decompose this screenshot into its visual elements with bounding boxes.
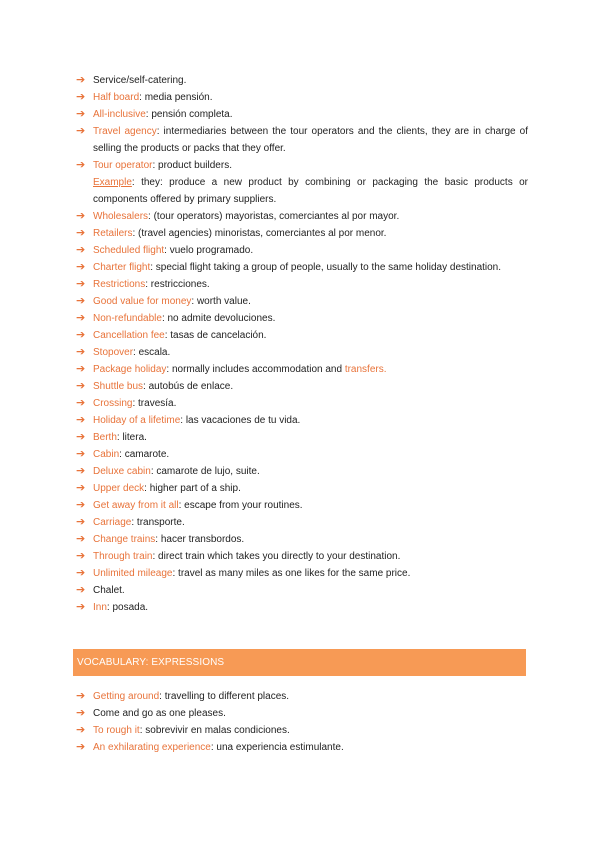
arrow-bullet-icon: ➔ — [76, 690, 86, 702]
item-definition: : escala. — [133, 347, 171, 358]
arrow-bullet-icon: ➔ — [76, 159, 86, 171]
item-definition: : intermediaries between the tour operators and the clients, they are in charge of selling the products or packs that they offer. — [93, 126, 528, 154]
arrow-bullet-icon: ➔ — [76, 278, 86, 290]
item-term: Unlimited mileage — [93, 568, 173, 579]
item-term: Charter flight — [93, 262, 151, 273]
item-definition: : special flight taking a group of people, usually to the same holiday destination. — [150, 262, 502, 273]
list-item — [76, 531, 528, 548]
example-label: Example — [93, 177, 132, 188]
list-item — [76, 157, 528, 174]
arrow-bullet-icon: ➔ — [76, 584, 86, 596]
arrow-bullet-icon: ➔ — [76, 414, 86, 426]
item-term: Cancellation fee — [93, 330, 165, 341]
arrow-bullet-icon: ➔ — [76, 295, 86, 307]
list-item — [76, 310, 528, 327]
item-term: Stopover — [93, 347, 134, 358]
list-item — [76, 361, 528, 378]
arrow-bullet-icon: ➔ — [76, 482, 86, 494]
item-term: To rough it — [93, 725, 140, 736]
expressions-list — [76, 688, 528, 756]
list-item — [76, 378, 528, 395]
list-item — [76, 548, 528, 565]
arrow-bullet-icon: ➔ — [76, 227, 86, 239]
item-definition: : worth value. — [191, 296, 251, 307]
arrow-bullet-icon: ➔ — [76, 329, 86, 341]
list-item — [76, 242, 528, 259]
list-item — [76, 446, 528, 463]
list-item — [76, 225, 528, 242]
arrow-bullet-icon: ➔ — [76, 741, 86, 753]
item-term: Tour operator — [93, 160, 153, 171]
item-definition: : media pensión. — [139, 92, 213, 103]
item-term: Through train — [93, 551, 153, 562]
item-term: Crossing — [93, 398, 133, 409]
item-term: Good value for money — [93, 296, 192, 307]
item-trailing-term: transfers. — [344, 364, 387, 375]
item-definition: : no admite devoluciones. — [161, 313, 276, 324]
item-definition: : hacer transbordos. — [155, 534, 245, 545]
list-item — [76, 463, 528, 480]
arrow-bullet-icon: ➔ — [76, 74, 86, 86]
list-item — [76, 259, 528, 276]
list-item — [76, 344, 528, 361]
arrow-bullet-icon: ➔ — [76, 499, 86, 511]
arrow-bullet-icon: ➔ — [76, 91, 86, 103]
item-term: Travel agency — [93, 126, 157, 137]
item-definition: : higher part of a ship. — [144, 483, 241, 494]
item-term: Package holiday — [93, 364, 167, 375]
section-title: VOCABULARY: EXPRESSIONS — [77, 657, 225, 668]
arrow-bullet-icon: ➔ — [76, 397, 86, 409]
item-definition: : litera. — [116, 432, 147, 443]
arrow-bullet-icon: ➔ — [76, 550, 86, 562]
item-term: Non-refundable — [93, 313, 162, 324]
list-item — [76, 293, 528, 310]
item-definition: : transporte. — [131, 517, 185, 528]
list-item — [76, 582, 528, 599]
item-term: Upper deck — [93, 483, 145, 494]
arrow-bullet-icon: ➔ — [76, 431, 86, 443]
item-term: Shuttle bus — [93, 381, 144, 392]
arrow-bullet-icon: ➔ — [76, 312, 86, 324]
item-term: Berth — [93, 432, 117, 443]
arrow-bullet-icon: ➔ — [76, 724, 86, 736]
item-definition: : pensión completa. — [145, 109, 233, 120]
section-banner — [73, 649, 526, 676]
item-definition: : camarote de lujo, suite. — [150, 466, 260, 477]
list-item — [76, 514, 528, 531]
item-term: Scheduled flight — [93, 245, 165, 256]
list-item — [76, 123, 528, 157]
item-term: Half board — [93, 92, 140, 103]
list-item — [76, 599, 528, 616]
item-definition: Come and go as one pleases. — [93, 708, 226, 719]
item-definition: : las vacaciones de tu vida. — [180, 415, 301, 426]
item-definition: : (tour operators) mayoristas, comerciantes al por mayor. — [148, 211, 400, 222]
item-definition: : (travel agencies) minoristas, comerciantes al por menor. — [132, 228, 387, 239]
list-item — [76, 89, 528, 106]
item-definition: : autobús de enlace. — [143, 381, 234, 392]
arrow-bullet-icon: ➔ — [76, 261, 86, 273]
arrow-bullet-icon: ➔ — [76, 380, 86, 392]
list-item — [76, 208, 528, 225]
list-item — [76, 497, 528, 514]
arrow-bullet-icon: ➔ — [76, 465, 86, 477]
list-item — [76, 106, 528, 123]
arrow-bullet-icon: ➔ — [76, 707, 86, 719]
arrow-bullet-icon: ➔ — [76, 244, 86, 256]
item-term: Retailers — [93, 228, 133, 239]
item-term: Inn — [93, 602, 107, 613]
item-definition: : travel as many miles as one likes for the same price. — [172, 568, 411, 579]
list-item — [76, 722, 528, 739]
arrow-bullet-icon: ➔ — [76, 448, 86, 460]
item-definition: : escape from your routines. — [178, 500, 303, 511]
list-item — [76, 395, 528, 412]
item-term: Change trains — [93, 534, 156, 545]
item-term: An exhilarating experience — [93, 742, 211, 753]
arrow-bullet-icon: ➔ — [76, 601, 86, 613]
example-text: : they: produce a new product by combining or packaging the basic products or components offered by primary suppliers. — [93, 177, 528, 205]
item-definition: : restricciones. — [145, 279, 210, 290]
list-item — [76, 705, 528, 722]
item-definition: : vuelo programado. — [164, 245, 254, 256]
list-item — [76, 429, 528, 446]
list-item — [76, 327, 528, 344]
list-item — [76, 72, 528, 89]
item-definition: : product builders. — [152, 160, 232, 171]
arrow-bullet-icon: ➔ — [76, 363, 86, 375]
list-item — [76, 565, 528, 582]
item-definition: : normally includes accommodation and — [166, 364, 345, 375]
item-term: Cabin — [93, 449, 120, 460]
arrow-bullet-icon: ➔ — [76, 533, 86, 545]
item-definition: : posada. — [106, 602, 149, 613]
arrow-bullet-icon: ➔ — [76, 567, 86, 579]
item-definition: : direct train which takes you directly to your destination. — [152, 551, 401, 562]
arrow-bullet-icon: ➔ — [76, 516, 86, 528]
list-item — [76, 276, 528, 293]
item-term: Get away from it all — [93, 500, 179, 511]
list-item — [76, 480, 528, 497]
list-item — [76, 688, 528, 705]
item-definition: : una experiencia estimulante. — [210, 742, 344, 753]
arrow-bullet-icon: ➔ — [76, 210, 86, 222]
item-definition: Chalet. — [93, 585, 125, 596]
list-item — [76, 412, 528, 429]
item-definition: : camarote. — [119, 449, 170, 460]
item-term: Wholesalers — [93, 211, 149, 222]
item-term: Deluxe cabin — [93, 466, 151, 477]
item-definition: : sobrevivir en malas condiciones. — [139, 725, 290, 736]
item-term: Carriage — [93, 517, 132, 528]
item-term: All-inclusive — [93, 109, 146, 120]
item-definition: : travesía. — [132, 398, 177, 409]
item-definition: : tasas de cancelación. — [164, 330, 267, 341]
item-definition: Service/self-catering. — [93, 75, 187, 86]
list-item — [76, 739, 528, 756]
example-note — [76, 174, 528, 208]
arrow-bullet-icon: ➔ — [76, 125, 86, 137]
arrow-bullet-icon: ➔ — [76, 108, 86, 120]
arrow-bullet-icon: ➔ — [76, 346, 86, 358]
vocabulary-list — [76, 72, 528, 616]
item-term: Getting around — [93, 691, 160, 702]
item-term: Holiday of a lifetime — [93, 415, 181, 426]
item-term: Restrictions — [93, 279, 146, 290]
item-definition: : travelling to different places. — [159, 691, 290, 702]
